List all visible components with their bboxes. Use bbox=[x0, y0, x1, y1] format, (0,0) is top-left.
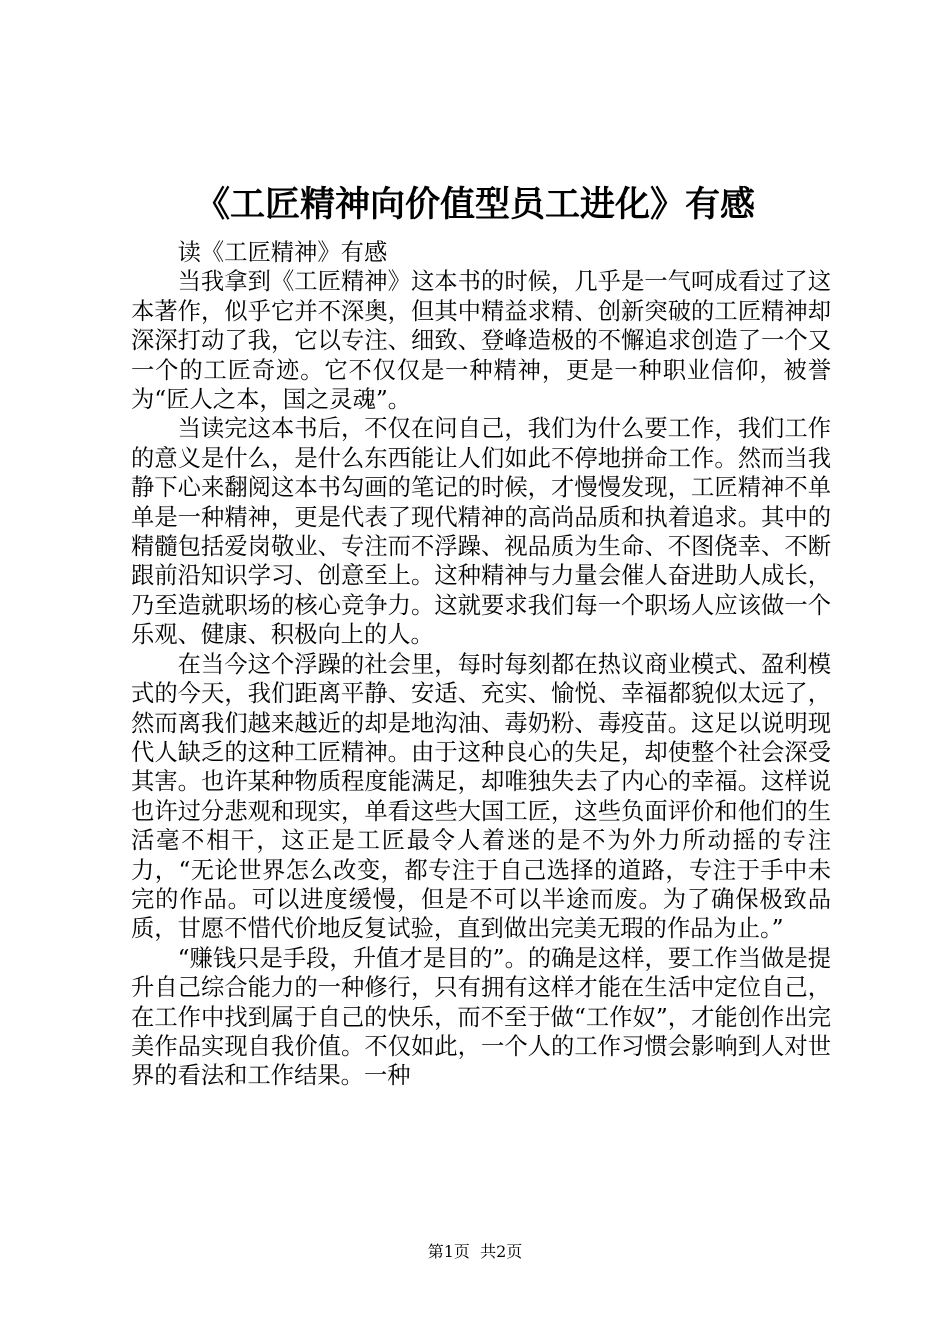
document-body bbox=[131, 238, 831, 1091]
page-footer bbox=[0, 1242, 950, 1262]
paragraph-subtitle: 读《工匠精神》有感 bbox=[177, 239, 388, 266]
paragraph-4: “赚钱只是手段，升值才是目的”。的确是这样，要工作当做是提升自己综合能力的一种修行，只有拥有这样才能在生活中定位自己，在工作中找到属于自己的快乐，而不至于做“工作奴”，才能创作出完美作品实现自我价值。不仅如此，一个人的工作习惯会影响到人对世界的看法和工作结果。一种 bbox=[131, 944, 831, 1090]
page-total: 共2页 bbox=[480, 1242, 523, 1261]
page-number: 第1页 bbox=[427, 1242, 470, 1261]
paragraph-3: 在当今这个浮躁的社会里，每时每刻都在热议商业模式、盈利模式的今天，我们距离平静、安适、充实、愉悦、幸福都貌似太远了，然而离我们越来越近的却是地沟油、毒奶粉、毒疫苗。这足以说明现代人缺乏的这种工匠精神。由于这种良心的失足，却使整个社会深受其害。也许某种物质程度能满足，却唯独失去了内心的幸福。这样说也许过分悲观和现实，单看这些大国工匠，这些负面评价和他们的生活毫不相干，这正是工匠最令人着迷的是不为外力所动摇的专注力，“无论世界怎么改变，都专注于自己选择的道路，专注于手中未完的作品。可以进度缓慢，但是不可以半途而废。为了确保极致品质，甘愿不惜代价地反复试验，直到做出完美无瑕的作品为止。” bbox=[131, 650, 831, 943]
paragraph-1: 当我拿到《工匠精神》这本书的时候，几乎是一气呵成看过了这本著作，似乎它并不深奥，但其中精益求精、创新突破的工匠精神却深深打动了我，它以专注、细致、登峰造极的不懈追求创造了一个又一个的工匠奇迹。它不仅仅是一种精神，更是一种职业信仰，被誉为“匠人之本，国之灵魂”。 bbox=[131, 268, 831, 414]
paragraph-2: 当读完这本书后，不仅在问自己，我们为什么要工作，我们工作的意义是什么，是什么东西能让人们如此不停地拼命工作。然而当我静下心来翻阅这本书勾画的笔记的时候，才慢慢发现，工匠精神不单单是一种精神，更是代表了现代精神的高尚品质和执着追求。其中的精髓包括爱岗敬业、专注而不浮躁、视品质为生命、不图侥幸、不断跟前沿知识学习、创意至上。这种精神与力量会催人奋进助人成长，乃至造就职场的核心竞争力。这就要求我们每一个职场人应该做一个乐观、健康、积极向上的人。 bbox=[131, 415, 831, 649]
document-title: 《工匠精神向价值型员工进化》有感 bbox=[194, 184, 755, 225]
